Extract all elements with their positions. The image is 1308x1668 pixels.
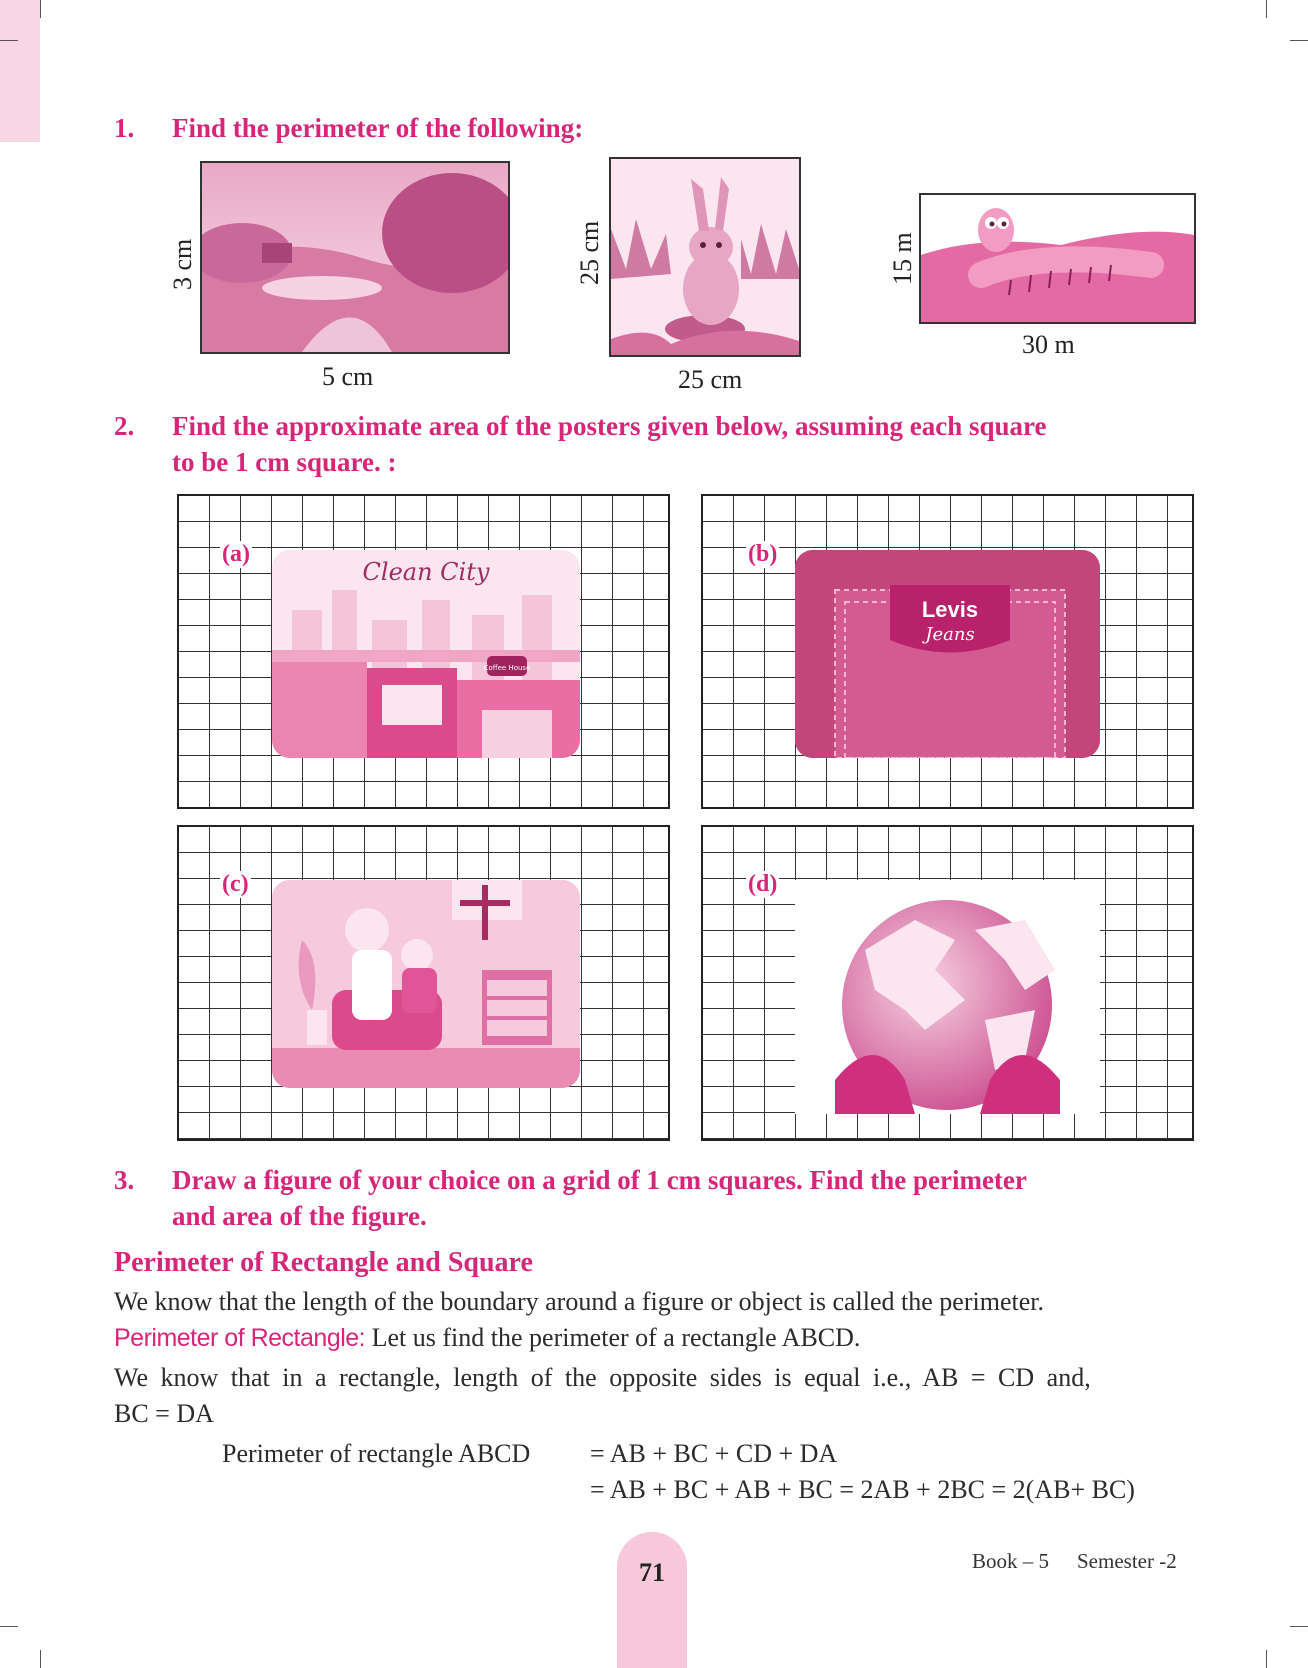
section-paragraph-2-line1: We know that in a rectangle, length of the opposite sides is equal i.e., AB = CD and,: [114, 1363, 1091, 1392]
fig3-width: 30 m: [1022, 330, 1075, 359]
q2-text-line2: to be 1 cm square. :: [172, 447, 397, 477]
q3-number: 3.: [114, 1165, 135, 1195]
landscape-picture: [200, 161, 510, 354]
crop-mark: [40, 0, 41, 18]
poster-globe-in-hands: [795, 880, 1100, 1114]
crop-mark: [1266, 1650, 1267, 1668]
crop-mark: [0, 1626, 18, 1627]
q2-number: 2.: [114, 411, 135, 441]
q3-text-line1: Draw a figure of your choice on a grid of 1 cm squares. Find the perimeter: [172, 1165, 1027, 1195]
fig2-height: 25 cm: [575, 220, 604, 285]
footer-semester: Semester -2: [1077, 1549, 1177, 1573]
poster-clean-city: [272, 550, 580, 758]
fig3-height: 15 m: [888, 232, 917, 285]
poster-b-label: (b): [748, 541, 778, 567]
poster-a-title: Clean City: [362, 558, 490, 586]
side-tab: [0, 0, 40, 142]
poster-grandma-reading: [272, 880, 580, 1088]
poster-d-label: (d): [748, 871, 778, 897]
crop-mark: [40, 1650, 41, 1668]
crop-mark: [1290, 1626, 1308, 1627]
rectangle-intro: [114, 1320, 860, 1356]
section-paragraph-1: We know that the length of the boundary around a figure or object is called the perimeter.: [114, 1287, 1044, 1316]
poster-a-shop-sign: Coffee House: [483, 664, 531, 672]
q3-text-line2: and area of the figure.: [172, 1201, 427, 1231]
crop-mark: [1290, 40, 1308, 41]
rectangle-subheading: Perimeter of Rectangle:: [114, 1324, 366, 1352]
caterpillar-picture: [919, 193, 1196, 324]
poster-levis-jeans: [795, 550, 1100, 758]
page-number-tab: [617, 1532, 687, 1668]
poster-b-brand-sub: Jeans: [925, 624, 975, 645]
section-heading: Perimeter of Rectangle and Square: [114, 1247, 533, 1278]
poster-c-label: (c): [222, 871, 249, 897]
poster-b-brand: Levis: [921, 597, 979, 622]
q1-text: Find the perimeter of the following:: [172, 113, 584, 143]
section-paragraph-2-line2: BC = DA: [114, 1399, 214, 1428]
crop-mark: [1266, 0, 1267, 18]
equation-line-2: = AB + BC + AB + BC = 2AB + 2BC = 2(AB+ BC): [590, 1475, 1135, 1504]
poster-a-label: (a): [222, 541, 250, 567]
page-number: 71: [639, 1558, 665, 1587]
rectangle-intro-text: Let us find the perimeter of a rectangle ABCD.: [365, 1323, 861, 1352]
fig2-width: 25 cm: [678, 365, 743, 394]
q2-text-line1: Find the approximate area of the posters given below, assuming each square: [172, 411, 1047, 441]
crop-mark: [0, 40, 18, 41]
fig1-width: 5 cm: [322, 362, 374, 391]
fig1-height: 3 cm: [168, 238, 197, 290]
q1-number: 1.: [114, 113, 135, 143]
equation-label: Perimeter of rectangle ABCD: [222, 1439, 531, 1468]
rabbit-picture: [609, 157, 801, 357]
equation-line-1: = AB + BC + CD + DA: [590, 1439, 838, 1468]
footer-book: Book – 5: [972, 1549, 1050, 1573]
